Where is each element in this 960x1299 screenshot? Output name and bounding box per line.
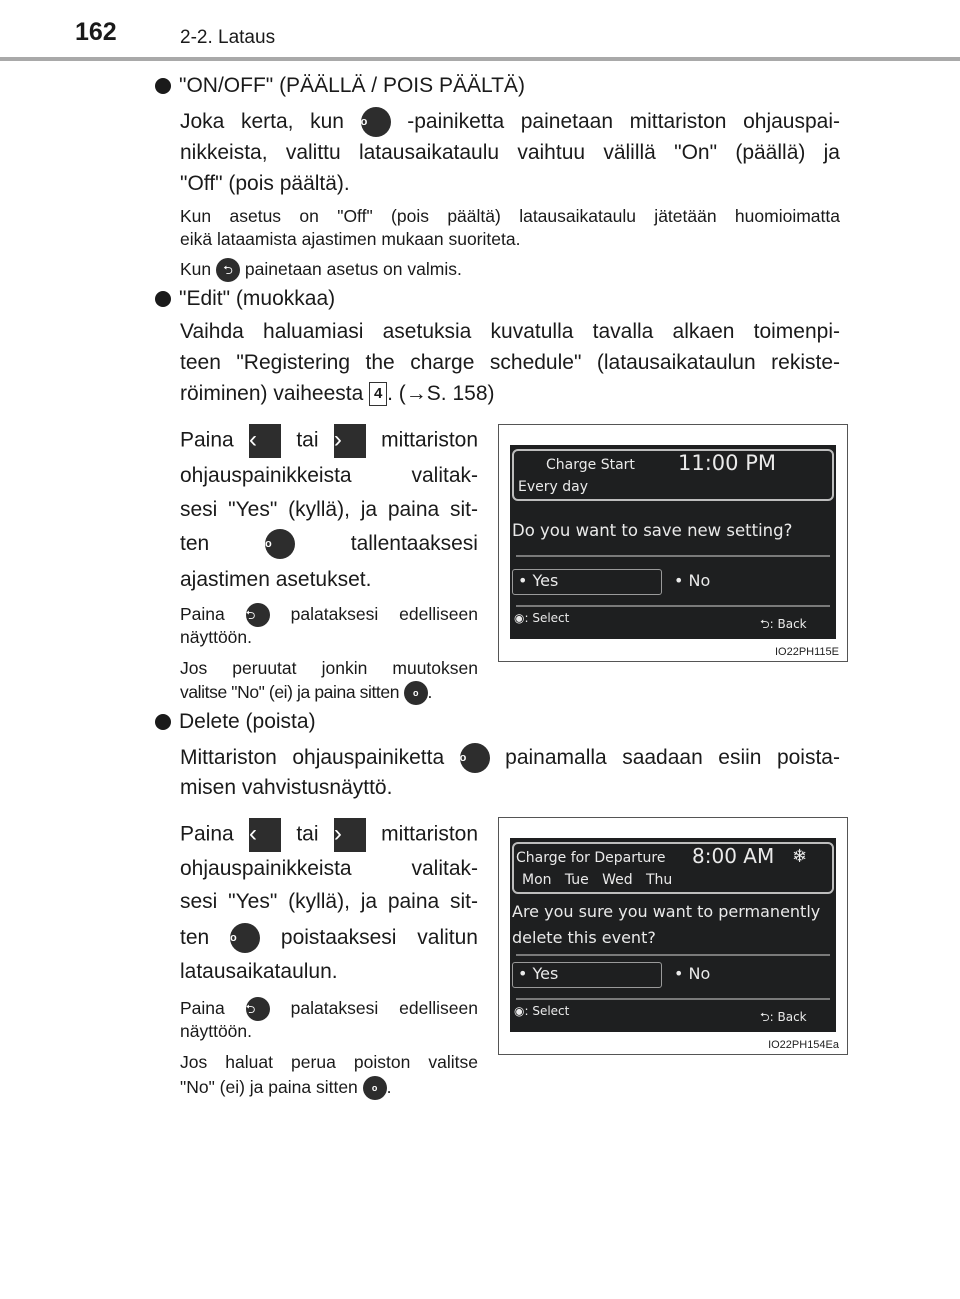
schedule-days: Every day bbox=[518, 479, 588, 495]
separator bbox=[516, 555, 830, 557]
onoff-line3: "Off" (pois päältä). bbox=[180, 172, 350, 195]
yes-option[interactable]: • Yes bbox=[518, 964, 559, 983]
separator bbox=[516, 954, 830, 956]
delete-line2: misen vahvistusnäyttö. bbox=[180, 776, 393, 799]
figure-delete-confirm bbox=[498, 817, 848, 1055]
onoff-note1-line1: Kun asetus on "Off" (pois päältä) latausaikataulu jätetään huomioimatta bbox=[180, 206, 840, 226]
edit-line2: teen "Registering the charge schedule" (latausaikataulun rekiste- bbox=[180, 351, 840, 374]
page-number: 162 bbox=[75, 18, 117, 46]
figure-id: IO22PH154Ea bbox=[768, 1039, 839, 1051]
edit-note2-line1: Jos peruutat jonkin muutoksen bbox=[180, 658, 478, 678]
ok-button-icon: o bbox=[265, 529, 295, 559]
page-reference-link[interactable]: S. 158) bbox=[426, 382, 495, 405]
edit-step-line2: ohjauspainikkeista valitak- bbox=[180, 464, 478, 487]
edit-note2-line2: valitse "No" (ei) ja paina sitten o . bbox=[180, 681, 432, 705]
edit-heading: "Edit" (muokkaa) bbox=[155, 283, 335, 315]
bullet-icon bbox=[155, 714, 171, 730]
header-divider bbox=[0, 57, 960, 61]
select-hint: ◉: Select bbox=[514, 1004, 570, 1018]
step-number-badge: 4 bbox=[369, 382, 387, 406]
onoff-line1: Joka kerta, kun o -painiketta painetaan mittariston ohjauspai- bbox=[180, 106, 840, 138]
back-button-icon: ⮌ bbox=[246, 603, 270, 627]
delete-step-line5: latausaikataulun. bbox=[180, 960, 338, 983]
edit-line1: Vaihda haluamiasi asetuksia kuvatulla tavalla alkaen toimenpi- bbox=[180, 320, 840, 343]
edit-step-line5: ajastimen asetukset. bbox=[180, 568, 372, 591]
figure-save-setting bbox=[498, 424, 848, 662]
onoff-line2: nikkeista, valittu latausaikataulu vaihtuu välillä "On" (päällä) ja bbox=[180, 141, 840, 164]
edit-note1-line2: näyttöön. bbox=[180, 627, 252, 647]
section-title: 2-2. Lataus bbox=[180, 27, 276, 48]
ok-button-icon: o bbox=[404, 681, 428, 705]
back-hint: ⮌: Back bbox=[760, 1010, 807, 1024]
bullet-icon bbox=[155, 291, 171, 307]
schedule-title: Charge for Departure bbox=[516, 850, 666, 866]
schedule-time: 11:00 PM bbox=[678, 451, 776, 475]
display-screen bbox=[510, 838, 836, 1032]
back-hint: ⮌: Back bbox=[760, 617, 807, 631]
left-arrow-icon: ‹ bbox=[249, 818, 281, 852]
edit-step-line1: Paina ‹ tai › mittariston bbox=[180, 424, 478, 458]
no-option[interactable]: • No bbox=[674, 964, 711, 983]
arrow-icon: → bbox=[405, 382, 427, 405]
no-option[interactable]: • No bbox=[674, 571, 711, 590]
yes-option[interactable]: • Yes bbox=[518, 571, 559, 590]
back-arrow-icon: ⮌ bbox=[760, 1010, 770, 1024]
edit-line3: röiminen) vaiheesta 4 . (→S. 158) bbox=[180, 382, 495, 405]
select-knob-icon: ◉ bbox=[514, 611, 525, 625]
delete-heading: Delete (poista) bbox=[155, 706, 316, 738]
delete-step-line2: ohjauspainikkeista valitak- bbox=[180, 857, 478, 880]
dialog-question-line1: Are you sure you want to permanently bbox=[512, 902, 821, 921]
edit-note1-line1: Paina ⮌ palataksesi edelliseen bbox=[180, 603, 478, 627]
delete-note2-line2: "No" (ei) ja paina sitten o . bbox=[180, 1076, 392, 1100]
delete-step-line4: ten o poistaaksesi valitun bbox=[180, 922, 478, 954]
ok-button-icon: o bbox=[230, 923, 260, 953]
delete-note2-line1: Jos haluat perua poiston valitse bbox=[180, 1052, 478, 1072]
left-arrow-icon: ‹ bbox=[249, 424, 281, 458]
dialog-question-line2: delete this event? bbox=[512, 928, 656, 947]
delete-note1-line2: näyttöön. bbox=[180, 1021, 252, 1041]
ok-button-icon: o bbox=[363, 1076, 387, 1100]
right-arrow-icon: › bbox=[334, 818, 366, 852]
onoff-note1-line2: eikä lataamista ajastimen mukaan suoriteta. bbox=[180, 229, 521, 249]
delete-step-line1: Paina ‹ tai › mittariston bbox=[180, 818, 478, 852]
onoff-heading: "ON/OFF" (PÄÄLLÄ / POIS PÄÄLTÄ) bbox=[155, 70, 525, 102]
delete-line1: Mittariston ohjauspainiketta o painamalla saadaan esiin poista- bbox=[180, 742, 840, 774]
back-button-icon: ⮌ bbox=[216, 258, 240, 282]
separator bbox=[516, 998, 830, 1000]
figure-id: IO22PH115E bbox=[774, 646, 839, 658]
dialog-question: Do you want to save new setting? bbox=[512, 521, 793, 540]
schedule-title: Charge Start bbox=[546, 457, 635, 473]
separator bbox=[516, 605, 830, 607]
right-arrow-icon: › bbox=[334, 424, 366, 458]
back-button-icon: ⮌ bbox=[246, 997, 270, 1021]
schedule-time: 8:00 AM bbox=[692, 844, 775, 868]
select-hint: ◉: Select bbox=[514, 611, 570, 625]
bullet-icon bbox=[155, 78, 171, 94]
ok-button-icon: o bbox=[460, 743, 490, 773]
delete-step-line3: sesi "Yes" (kyllä), ja paina sit- bbox=[180, 890, 478, 913]
climate-icon: ❄ bbox=[792, 846, 808, 867]
back-arrow-icon: ⮌ bbox=[760, 617, 770, 631]
delete-note1-line1: Paina ⮌ palataksesi edelliseen bbox=[180, 997, 478, 1021]
edit-step-line4: ten o tallentaaksesi bbox=[180, 528, 478, 560]
schedule-days: Mon Tue Wed Thu bbox=[522, 872, 673, 888]
edit-step-line3: sesi "Yes" (kyllä), ja paina sit- bbox=[180, 498, 478, 521]
onoff-note2: Kun ⮌ painetaan asetus on valmis. bbox=[180, 258, 462, 282]
display-screen bbox=[510, 445, 836, 639]
ok-button-icon: o bbox=[361, 107, 391, 137]
select-knob-icon: ◉ bbox=[514, 1004, 525, 1018]
